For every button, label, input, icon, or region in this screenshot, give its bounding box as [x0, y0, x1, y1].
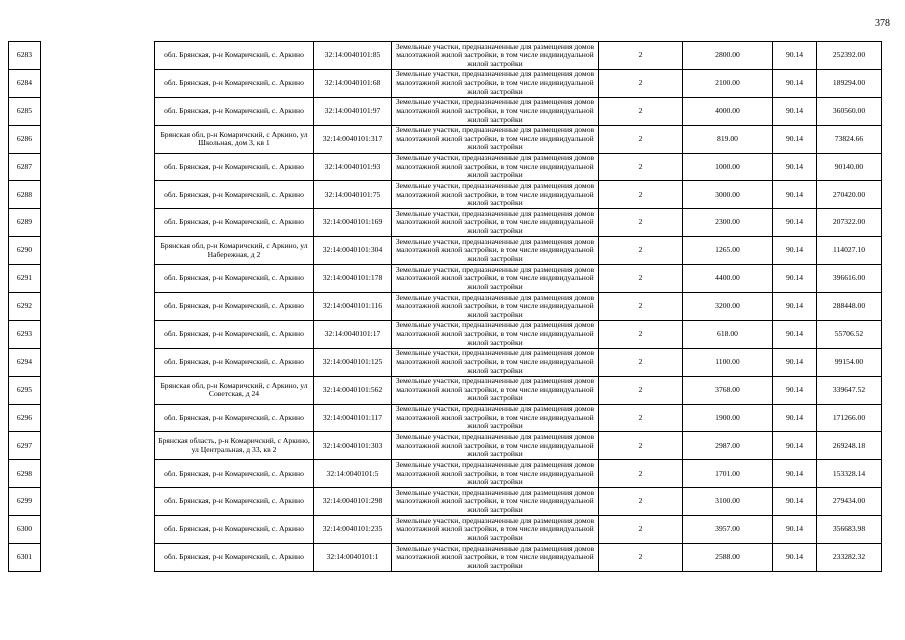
cadastral-value-cell: 207322.00 [817, 209, 882, 237]
gap-cell [41, 432, 155, 460]
rate-cell: 90.14 [773, 516, 817, 544]
area-cell: 4000.00 [683, 97, 773, 125]
address-cell: обл. Брянская, р-н Комаричский, с. Аркино [155, 69, 314, 97]
land-category-cell: Земельные участки, предназначенные для размещения домов малоэтажной жилой застройки, в том числе индивидуальной жилой застройки [392, 404, 599, 432]
row-number-cell: 6287 [9, 153, 41, 181]
cadastral-number-cell: 32:14:0040101:235 [314, 516, 392, 544]
group-cell: 2 [599, 348, 683, 376]
row-number-cell: 6292 [9, 293, 41, 321]
row-number-cell: 6290 [9, 237, 41, 265]
rate-cell: 90.14 [773, 488, 817, 516]
group-cell: 2 [599, 125, 683, 153]
land-category-cell: Земельные участки, предназначенные для размещения домов малоэтажной жилой застройки, в том числе индивидуальной жилой застройки [392, 209, 599, 237]
address-cell: Брянская область, р-н Комаричский, с Аркино, ул Центральная, д 33, кв 2 [155, 432, 314, 460]
rate-cell: 90.14 [773, 153, 817, 181]
address-cell: обл. Брянская, р-н Комаричский, с. Аркино [155, 516, 314, 544]
cadastral-value-cell: 288448.00 [817, 293, 882, 321]
cadastral-number-cell: 32:14:0040101:298 [314, 488, 392, 516]
row-number-cell: 6300 [9, 516, 41, 544]
land-category-cell: Земельные участки, предназначенные для размещения домов малоэтажной жилой застройки, в том числе индивидуальной жилой застройки [392, 97, 599, 125]
gap-cell [41, 265, 155, 293]
land-category-cell: Земельные участки, предназначенные для размещения домов малоэтажной жилой застройки, в том числе индивидуальной жилой застройки [392, 237, 599, 265]
table-row [9, 97, 882, 125]
group-cell: 2 [599, 69, 683, 97]
area-cell: 1000.00 [683, 153, 773, 181]
table-row [9, 488, 882, 516]
table-row [9, 404, 882, 432]
group-cell: 2 [599, 293, 683, 321]
cadastral-number-cell: 32:14:0040101:97 [314, 97, 392, 125]
cadastral-value-cell: 171266.00 [817, 404, 882, 432]
table-row [9, 516, 882, 544]
group-cell: 2 [599, 42, 683, 70]
land-category-cell: Земельные участки, предназначенные для размещения домов малоэтажной жилой застройки, в том числе индивидуальной жилой застройки [392, 320, 599, 348]
gap-cell [41, 293, 155, 321]
gap-cell [41, 460, 155, 488]
rate-cell: 90.14 [773, 348, 817, 376]
row-number-cell: 6284 [9, 69, 41, 97]
rate-cell: 90.14 [773, 42, 817, 70]
gap-cell [41, 404, 155, 432]
cadastral-number-cell: 32:14:0040101:304 [314, 237, 392, 265]
row-number-cell: 6288 [9, 181, 41, 209]
row-number-cell: 6283 [9, 42, 41, 70]
rate-cell: 90.14 [773, 265, 817, 293]
land-category-cell: Земельные участки, предназначенные для размещения домов малоэтажной жилой застройки, в том числе индивидуальной жилой застройки [392, 293, 599, 321]
land-category-cell: Земельные участки, предназначенные для размещения домов малоэтажной жилой застройки, в том числе индивидуальной жилой застройки [392, 460, 599, 488]
area-cell: 1900.00 [683, 404, 773, 432]
cadastral-value-cell: 396616.00 [817, 265, 882, 293]
row-number-cell: 6298 [9, 460, 41, 488]
group-cell: 2 [599, 376, 683, 404]
land-category-cell: Земельные участки, предназначенные для размещения домов малоэтажной жилой застройки, в том числе индивидуальной жилой застройки [392, 181, 599, 209]
cadastral-value-cell: 356683.98 [817, 516, 882, 544]
row-number-cell: 6299 [9, 488, 41, 516]
cadastral-number-cell: 32:14:0040101:5 [314, 460, 392, 488]
rate-cell: 90.14 [773, 404, 817, 432]
row-number-cell: 6291 [9, 265, 41, 293]
rate-cell: 90.14 [773, 237, 817, 265]
rate-cell: 90.14 [773, 460, 817, 488]
cadastral-value-cell: 73824.66 [817, 125, 882, 153]
land-category-cell: Земельные участки, предназначенные для размещения домов малоэтажной жилой застройки, в том числе индивидуальной жилой застройки [392, 42, 599, 70]
table-row [9, 348, 882, 376]
group-cell: 2 [599, 153, 683, 181]
address-cell: Брянская обл, р-н Комаричский, с Аркино, ул Советская, д 24 [155, 376, 314, 404]
row-number-cell: 6295 [9, 376, 41, 404]
group-cell: 2 [599, 432, 683, 460]
cadastral-number-cell: 32:14:0040101:85 [314, 42, 392, 70]
rate-cell: 90.14 [773, 544, 817, 572]
rate-cell: 90.14 [773, 376, 817, 404]
address-cell: обл. Брянская, р-н Комаричский, с. Аркино [155, 97, 314, 125]
area-cell: 2987.00 [683, 432, 773, 460]
table-row [9, 544, 882, 572]
gap-cell [41, 69, 155, 97]
rate-cell: 90.14 [773, 97, 817, 125]
address-cell: обл. Брянская, р-н Комаричский, с. Аркино [155, 404, 314, 432]
address-cell: обл. Брянская, р-н Комаричский, с. Аркино [155, 293, 314, 321]
cadastral-number-cell: 32:14:0040101:17 [314, 320, 392, 348]
group-cell: 2 [599, 544, 683, 572]
table-row [9, 69, 882, 97]
group-cell: 2 [599, 209, 683, 237]
row-number-cell: 6294 [9, 348, 41, 376]
address-cell: обл. Брянская, р-н Комаричский, с. Аркино [155, 348, 314, 376]
cadastral-value-cell: 189294.00 [817, 69, 882, 97]
rate-cell: 90.14 [773, 293, 817, 321]
land-category-cell: Земельные участки, предназначенные для размещения домов малоэтажной жилой застройки, в том числе индивидуальной жилой застройки [392, 516, 599, 544]
table-row [9, 432, 882, 460]
gap-cell [41, 153, 155, 181]
area-cell: 3000.00 [683, 181, 773, 209]
area-cell: 2100.00 [683, 69, 773, 97]
row-number-cell: 6297 [9, 432, 41, 460]
area-cell: 4400.00 [683, 265, 773, 293]
land-category-cell: Земельные участки, предназначенные для размещения домов малоэтажной жилой застройки, в том числе индивидуальной жилой застройки [392, 488, 599, 516]
cadastral-number-cell: 32:14:0040101:178 [314, 265, 392, 293]
row-number-cell: 6301 [9, 544, 41, 572]
address-cell: обл. Брянская, р-н Комаричский, с. Аркино [155, 460, 314, 488]
area-cell: 3200.00 [683, 293, 773, 321]
cadastral-number-cell: 32:14:0040101:125 [314, 348, 392, 376]
rate-cell: 90.14 [773, 209, 817, 237]
gap-cell [41, 209, 155, 237]
cadastral-number-cell: 32:14:0040101:117 [314, 404, 392, 432]
area-cell: 1265.00 [683, 237, 773, 265]
group-cell: 2 [599, 237, 683, 265]
area-cell: 2800.00 [683, 42, 773, 70]
table-body [9, 42, 882, 572]
address-cell: обл. Брянская, р-н Комаричский, с. Аркино [155, 42, 314, 70]
page-number: 378 [875, 18, 890, 29]
address-cell: обл. Брянская, р-н Комаричский, с. Аркино [155, 488, 314, 516]
table-row [9, 125, 882, 153]
gap-cell [41, 320, 155, 348]
group-cell: 2 [599, 265, 683, 293]
cadastral-value-cell: 90140.00 [817, 153, 882, 181]
land-plots-table [8, 41, 882, 572]
table-row [9, 42, 882, 70]
land-category-cell: Земельные участки, предназначенные для размещения домов малоэтажной жилой застройки, в том числе индивидуальной жилой застройки [392, 69, 599, 97]
area-cell: 1701.00 [683, 460, 773, 488]
area-cell: 3768.00 [683, 376, 773, 404]
cadastral-number-cell: 32:14:0040101:562 [314, 376, 392, 404]
area-cell: 1100.00 [683, 348, 773, 376]
row-number-cell: 6296 [9, 404, 41, 432]
table-row [9, 320, 882, 348]
table-row [9, 237, 882, 265]
land-category-cell: Земельные участки, предназначенные для размещения домов малоэтажной жилой застройки, в том числе индивидуальной жилой застройки [392, 153, 599, 181]
row-number-cell: 6289 [9, 209, 41, 237]
cadastral-number-cell: 32:14:0040101:75 [314, 181, 392, 209]
cadastral-value-cell: 252392.00 [817, 42, 882, 70]
land-category-cell: Земельные участки, предназначенные для размещения домов малоэтажной жилой застройки, в том числе индивидуальной жилой застройки [392, 432, 599, 460]
cadastral-number-cell: 32:14:0040101:116 [314, 293, 392, 321]
rate-cell: 90.14 [773, 125, 817, 153]
table-row [9, 181, 882, 209]
gap-cell [41, 237, 155, 265]
land-category-cell: Земельные участки, предназначенные для размещения домов малоэтажной жилой застройки, в том числе индивидуальной жилой застройки [392, 348, 599, 376]
cadastral-value-cell: 233282.32 [817, 544, 882, 572]
cadastral-value-cell: 339647.52 [817, 376, 882, 404]
group-cell: 2 [599, 404, 683, 432]
rate-cell: 90.14 [773, 69, 817, 97]
cadastral-number-cell: 32:14:0040101:317 [314, 125, 392, 153]
gap-cell [41, 516, 155, 544]
gap-cell [41, 125, 155, 153]
address-cell: обл. Брянская, р-н Комаричский, с. Аркино [155, 153, 314, 181]
row-number-cell: 6286 [9, 125, 41, 153]
gap-cell [41, 348, 155, 376]
gap-cell [41, 544, 155, 572]
row-number-cell: 6293 [9, 320, 41, 348]
address-cell: обл. Брянская, р-н Комаричский, с. Аркино [155, 181, 314, 209]
cadastral-number-cell: 32:14:0040101:93 [314, 153, 392, 181]
land-category-cell: Земельные участки, предназначенные для размещения домов малоэтажной жилой застройки, в том числе индивидуальной жилой застройки [392, 125, 599, 153]
gap-cell [41, 376, 155, 404]
address-cell: обл. Брянская, р-н Комаричский, с. Аркино [155, 209, 314, 237]
cadastral-number-cell: 32:14:0040101:169 [314, 209, 392, 237]
group-cell: 2 [599, 97, 683, 125]
table-row [9, 293, 882, 321]
cadastral-value-cell: 114027.10 [817, 237, 882, 265]
area-cell: 3100.00 [683, 488, 773, 516]
address-cell: Брянская обл, р-н Комаричский, с Аркино, ул Набережная, д 2 [155, 237, 314, 265]
gap-cell [41, 488, 155, 516]
area-cell: 3957.00 [683, 516, 773, 544]
rate-cell: 90.14 [773, 432, 817, 460]
group-cell: 2 [599, 320, 683, 348]
group-cell: 2 [599, 516, 683, 544]
address-cell: обл. Брянская, р-н Комаричский, с. Аркино [155, 320, 314, 348]
table-row [9, 460, 882, 488]
area-cell: 819.00 [683, 125, 773, 153]
address-cell: обл. Брянская, р-н Комаричский, с. Аркино [155, 265, 314, 293]
gap-cell [41, 181, 155, 209]
area-cell: 2300.00 [683, 209, 773, 237]
cadastral-value-cell: 153328.14 [817, 460, 882, 488]
cadastral-value-cell: 269248.18 [817, 432, 882, 460]
cadastral-value-cell: 99154.00 [817, 348, 882, 376]
gap-cell [41, 97, 155, 125]
gap-cell [41, 42, 155, 70]
cadastral-value-cell: 270420.00 [817, 181, 882, 209]
address-cell: обл. Брянская, р-н Комаричский, с. Аркино [155, 544, 314, 572]
cadastral-number-cell: 32:14:0040101:1 [314, 544, 392, 572]
address-cell: Брянская обл, р-н Комаричский, с Аркино, ул Школьная, дом 3, кв 1 [155, 125, 314, 153]
cadastral-number-cell: 32:14:0040101:68 [314, 69, 392, 97]
table-row [9, 153, 882, 181]
group-cell: 2 [599, 488, 683, 516]
land-category-cell: Земельные участки, предназначенные для размещения домов малоэтажной жилой застройки, в том числе индивидуальной жилой застройки [392, 265, 599, 293]
table-row [9, 376, 882, 404]
row-number-cell: 6285 [9, 97, 41, 125]
cadastral-value-cell: 55706.52 [817, 320, 882, 348]
cadastral-number-cell: 32:14:0040101:303 [314, 432, 392, 460]
cadastral-value-cell: 360560.00 [817, 97, 882, 125]
table-row [9, 265, 882, 293]
rate-cell: 90.14 [773, 181, 817, 209]
land-category-cell: Земельные участки, предназначенные для размещения домов малоэтажной жилой застройки, в том числе индивидуальной жилой застройки [392, 544, 599, 572]
table-row [9, 209, 882, 237]
group-cell: 2 [599, 460, 683, 488]
land-category-cell: Земельные участки, предназначенные для размещения домов малоэтажной жилой застройки, в том числе индивидуальной жилой застройки [392, 376, 599, 404]
group-cell: 2 [599, 181, 683, 209]
area-cell: 2588.00 [683, 544, 773, 572]
cadastral-value-cell: 279434.00 [817, 488, 882, 516]
rate-cell: 90.14 [773, 320, 817, 348]
area-cell: 618.00 [683, 320, 773, 348]
